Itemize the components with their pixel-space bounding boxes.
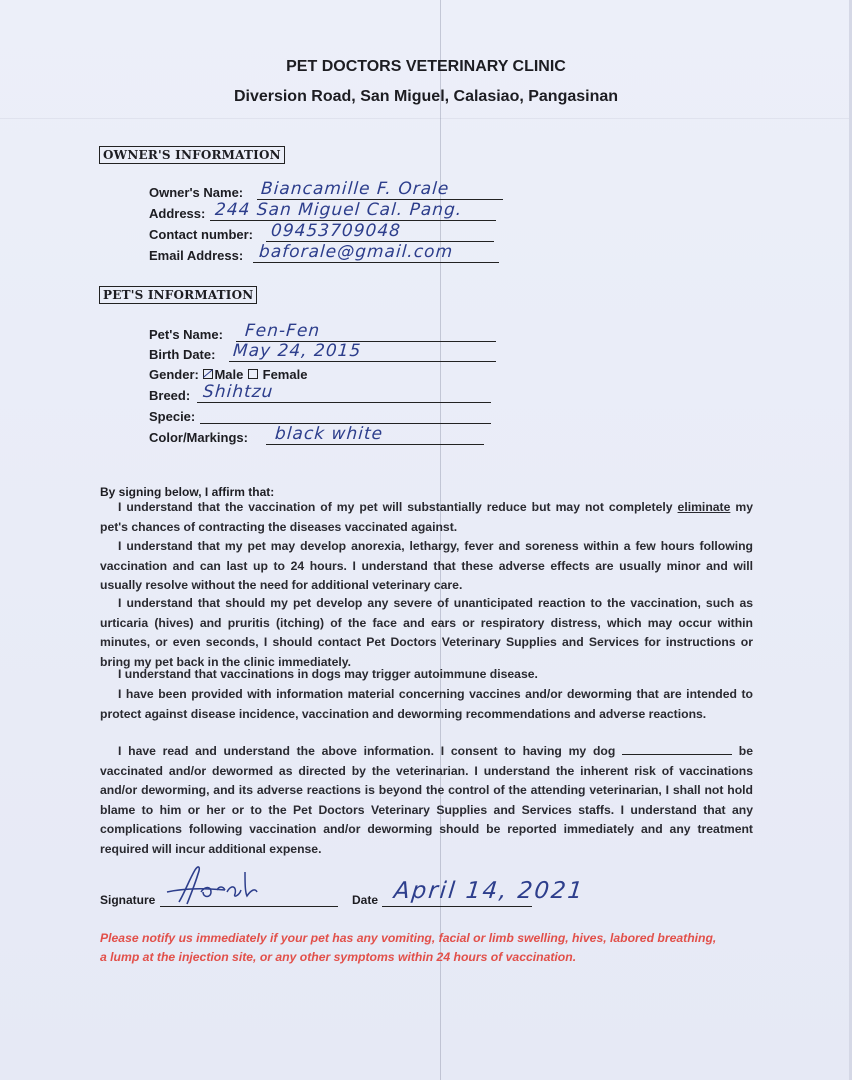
date-label: Date [352,893,379,907]
signature-label: Signature [100,893,156,907]
consent-heading: By signing below, I affirm that: [100,485,275,499]
male-label: Male [214,367,244,382]
female-label: Female [262,367,308,382]
owner-email-row [149,242,509,265]
consent-paragraph-3: I understand that should my pet develop any severe of unanticipated reaction to the vaccination, such as urticaria (hives) and pruritis (itching) of the face and ears or respiratory distress, which may occur within minutes, or even seconds, I should contact Pet Doctors Veterinary Supplies and Services for instructions or bring my pet back in the clinic immediately. [100,596,753,669]
consent-paragraph-4: I understand that vaccinations in dogs may trigger autoimmune disease. [118,667,538,681]
date-line [382,906,532,907]
owner-contact-value[interactable]: 09453709048 [270,221,402,241]
owner-contact-label: Contact number: [149,227,253,242]
owner-contact-row [149,221,509,244]
pet-breed-row [149,382,509,405]
pet-color-row [149,424,509,447]
eliminate-underlined: eliminate [677,500,731,514]
owner-name-row [149,179,509,202]
signature-image[interactable] [165,862,275,910]
clinic-address: Diversion Road, San Miguel, Calasiao, Pangasinan [233,88,619,105]
pet-specie-label: Specie: [149,409,196,424]
pet-name-label: Pet's Name: [149,327,223,342]
owner-name-value[interactable]: Biancamille F. Orale [260,179,451,199]
dog-name-blank[interactable] [622,744,732,755]
pet-color-value[interactable]: black white [274,424,384,444]
owner-email-line [253,262,499,263]
pet-birth-line [229,361,496,362]
pet-breed-value[interactable]: Shihtzu [202,382,275,402]
notice-text: Please notify us immediately if your pet has any vomiting, facial or limb swelling, hives, labored breathing, a lump at the injection site, or any other symptoms within 24 hours of vaccination. [100,931,717,964]
owner-email-label: Email Address: [149,248,244,263]
owner-name-label: Owner's Name: [149,185,244,200]
date-value[interactable]: April 14, 2021 [392,878,586,904]
owner-address-label: Address: [149,206,206,221]
owner-section-title: OWNER'S INFORMATION [99,146,285,164]
pet-section-title: PET'S INFORMATION [99,286,257,304]
owner-address-row [149,200,509,223]
owner-address-value[interactable]: 244 San Miguel Cal. Pang. [214,200,463,220]
pet-specie-row [149,406,509,426]
female-checkbox[interactable] [248,369,258,379]
pet-breed-line [197,402,491,403]
paper-fold-horizontal [0,118,852,119]
pet-breed-label: Breed: [149,388,191,403]
owner-email-value[interactable]: baforale@gmail.com [258,242,454,262]
gender-label: Gender: [149,367,199,382]
consent-paragraph-6: I have read and understand the above information. I consent to having my dog be vaccinated and/or dewormed as directed by the veterinarian. I understand the inherent risk of vaccinations and/or deworming, and its adverse reactions is beyond the control of the attending veterinarian, I shall not hold blame to him or her or to the Pet Doctors Veterinary Supplies and Services staffs. I understand that any complications following vaccination and/or deworming should be reported immediately and any treatment required will incur additional expense. [100,744,754,856]
consent-paragraph-5: I have been provided with information material concerning vaccines and/or deworming that are intended to protect against disease incidence, vaccination and deworming recommendations and adverse reactions. [100,687,753,721]
pet-color-line [266,444,484,445]
pet-birth-row [149,341,509,364]
clinic-name: PET DOCTORS VETERINARY CLINIC [286,58,566,75]
pet-name-value[interactable]: Fen-Fen [244,321,321,341]
consent-paragraph-2: I understand that my pet may develop anorexia, lethargy, fever and soreness within a few hours following vaccination and can last up to 24 hours. I understand that these adverse effects are usually minor and will usually resolve without the need for additional veterinary care. [100,539,753,592]
pet-birth-value[interactable]: May 24, 2015 [232,341,362,361]
male-checkbox[interactable] [203,369,213,379]
pet-birth-label: Birth Date: [149,347,216,362]
gender-row [149,367,307,382]
pet-color-label: Color/Markings: [149,430,248,445]
consent-paragraph-1: I understand that the vaccination of my pet will substantially reduce but may not completely eliminate my pet's chances of contracting the diseases vaccinated against. [100,500,753,534]
